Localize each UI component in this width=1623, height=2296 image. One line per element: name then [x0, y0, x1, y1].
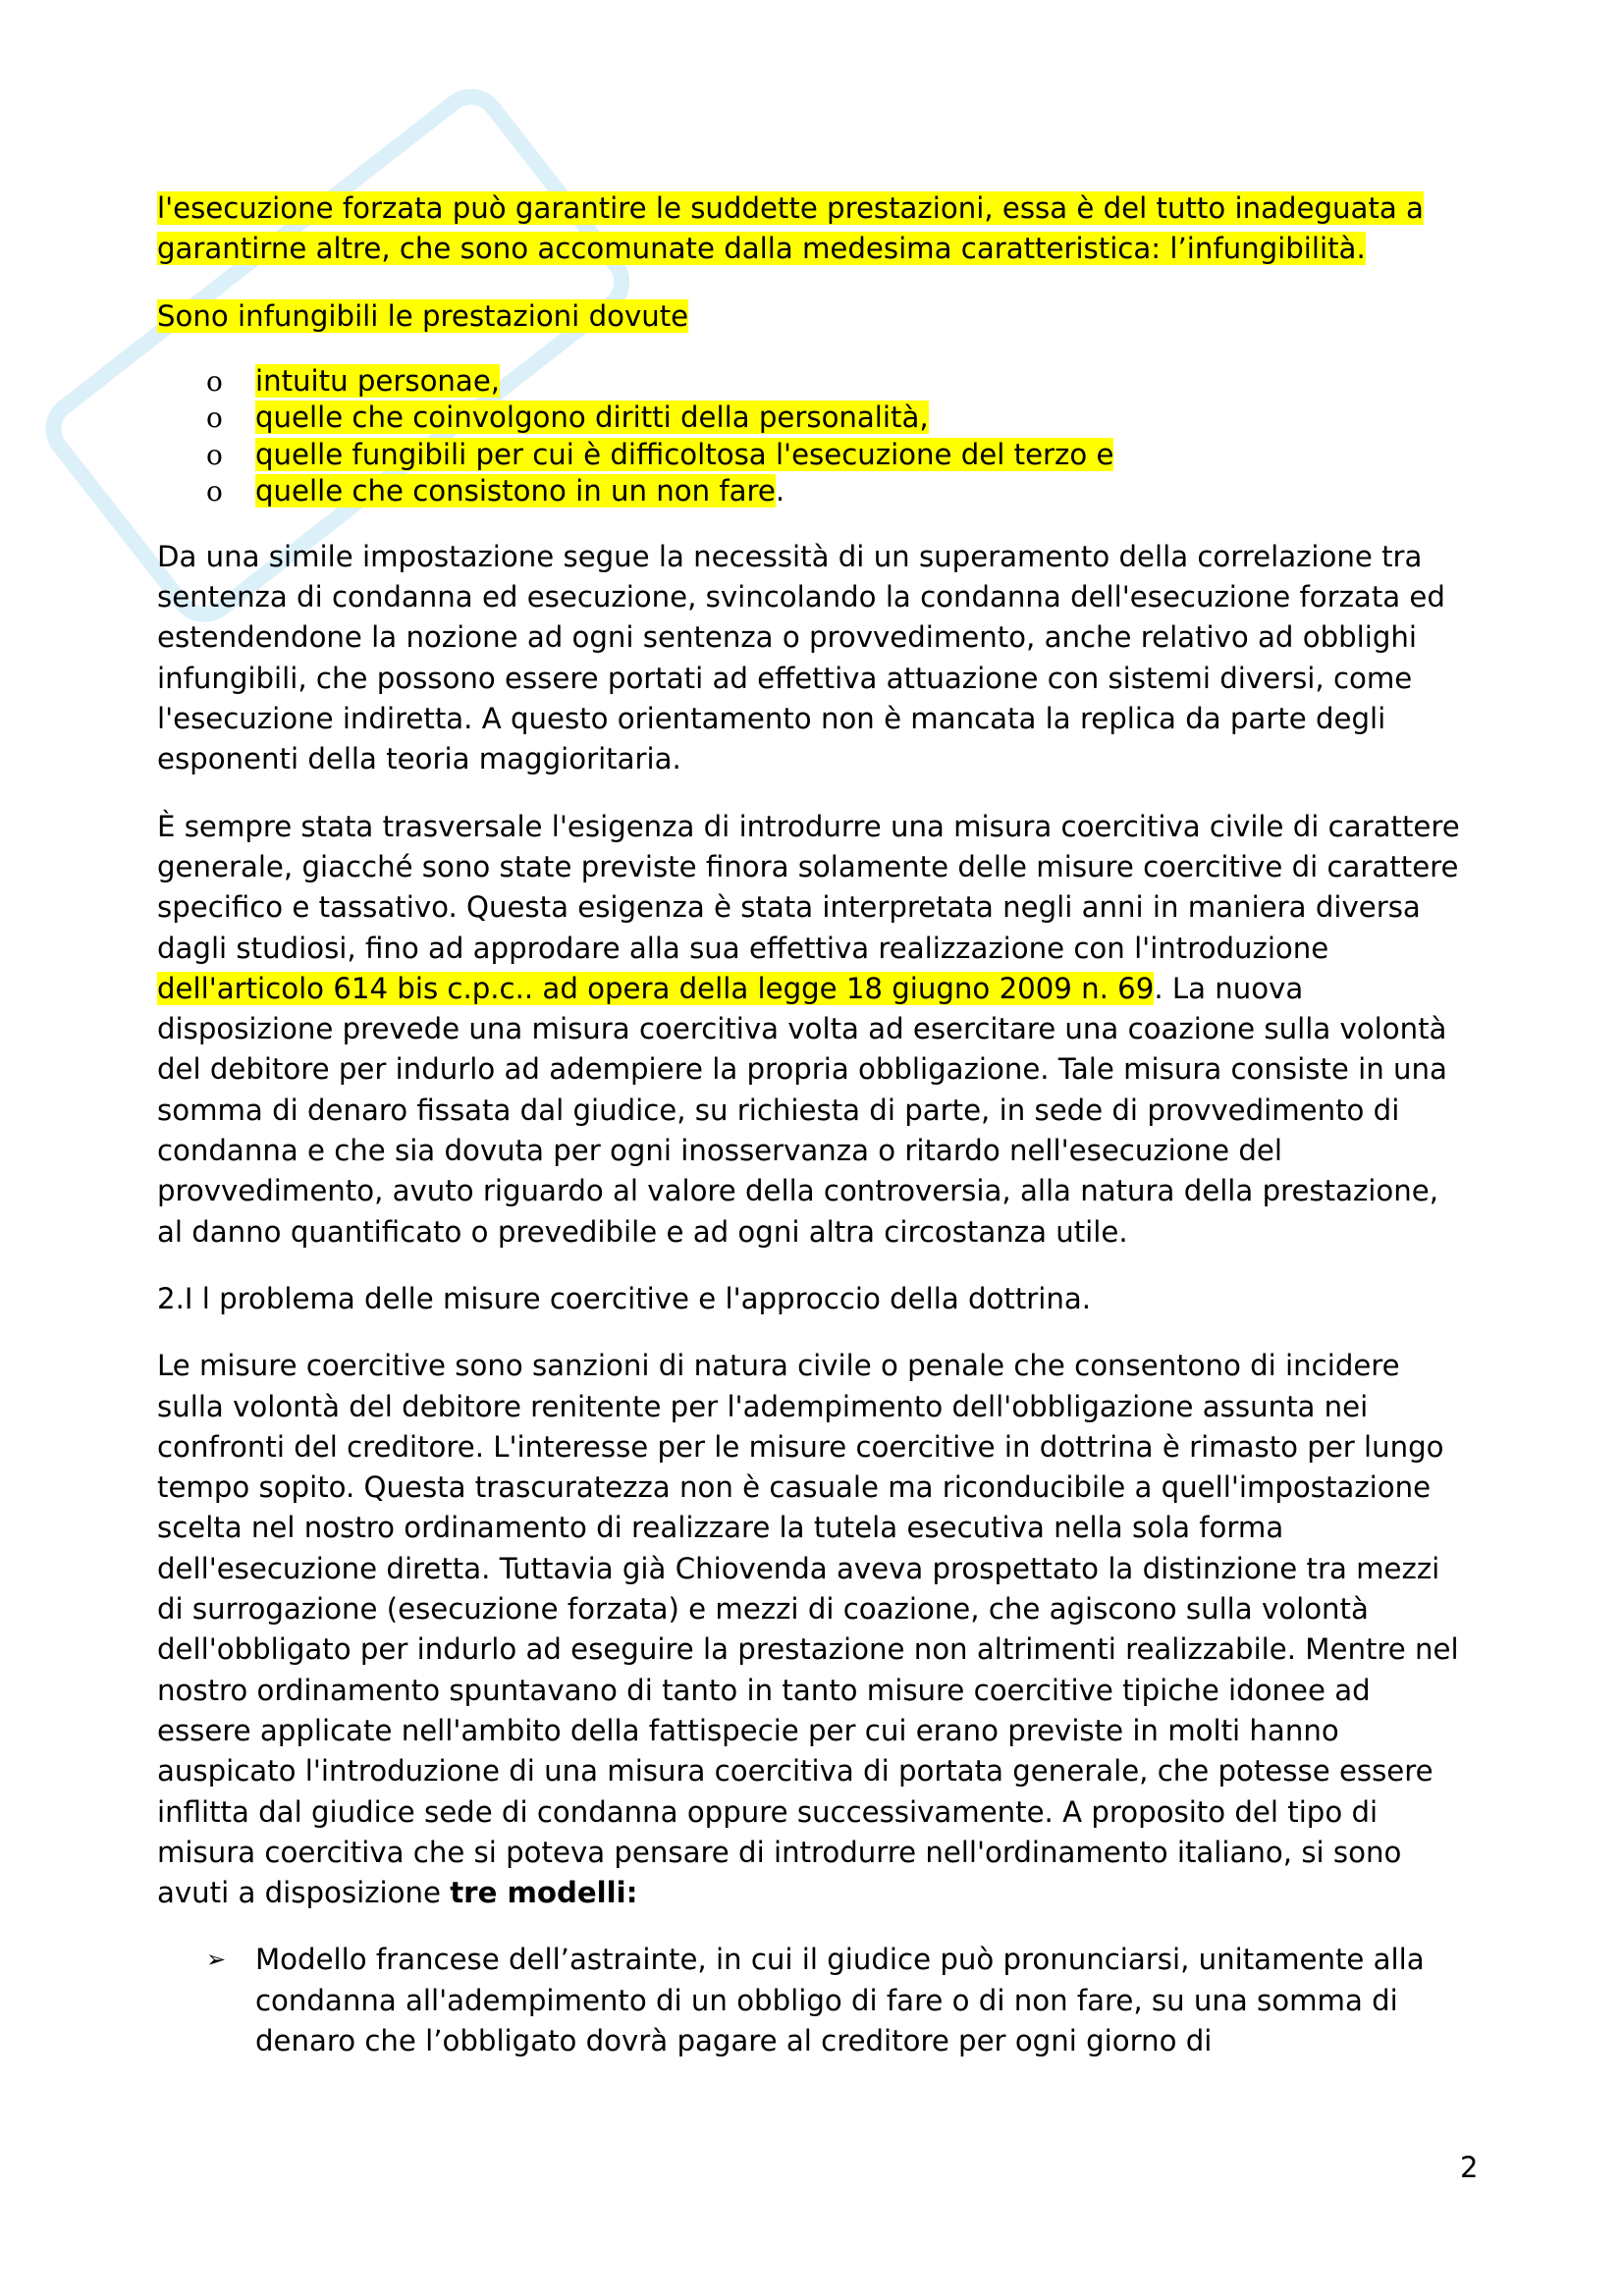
highlighted-text: intuitu personae,: [255, 363, 501, 398]
circle-bullet-icon: o: [206, 438, 223, 471]
highlighted-text: quelle che consistono in un non fare: [255, 474, 776, 508]
text-span: Modello francese dell’astrainte, in cui il giudice può pronunciarsi, unitamente alla condanna all'adempimento di un obbligo di fare o di non fare, su una somma di denaro che l’obbligato dovrà pagare al creditore per ogni giorno di: [255, 1943, 1425, 2057]
paragraph: [157, 188, 1473, 270]
highlighted-text: Sono infungibili le prestazioni dovute: [157, 298, 689, 333]
paragraph: [157, 807, 1473, 1253]
list-item: [157, 1940, 1473, 2061]
highlighted-text: dell'articolo 614 bis c.p.c.. ad opera della legge 18 giugno 2009 n. 69: [157, 971, 1155, 1005]
paragraph: [157, 296, 1473, 337]
paragraph: [157, 1279, 1473, 1319]
text-span: È sempre stata trasversale l'esigenza di introdurre una misura coercitiva civile di carattere generale, giacché sono state previste finora solamente delle misure coercitive di carattere specifico e tassativo. Questa esigenza è stata interpretata negli anni in maniera diversa dagli studiosi, fino ad approdare alla sua effettiva realizzazione con l'introduzione: [157, 809, 1460, 965]
arrow-bullet-icon: ➢: [206, 1946, 227, 1974]
highlighted-text: quelle fungibili per cui è difficoltosa l'esecuzione del terzo e: [255, 437, 1114, 471]
text-span: Da una simile impostazione segue la necessità di un superamento della correlazione tra sentenza di condanna ed esecuzione, svincolando la condanna dell'esecuzione forzata ed estendendone la nozione ad ogni sentenza o provvedimento, anche relativo ad obblighi infungibili, che possono essere portati ad effettiva attuazione con sistemi diversi, come l'esecuzione indiretta. A questo orientamento non è mancata la replica da parte degli esponenti della teoria maggioritaria.: [157, 539, 1445, 776]
list-item: [157, 473, 1473, 510]
highlighted-text: l'esecuzione forzata può garantire le suddette prestazioni, essa è del tutto inadeguata a garantirne altre, che sono accomunate dalla medesima caratteristica: l’infungibilità.: [157, 191, 1424, 266]
circle-bullet-icon: o: [206, 364, 223, 398]
bullet-list: [157, 363, 1473, 510]
bold-text: tre modelli:: [450, 1876, 638, 1910]
paragraph: [157, 537, 1473, 780]
circle-bullet-icon: o: [206, 401, 223, 435]
paragraph: [157, 1346, 1473, 1913]
text-span: 2.I l problema delle misure coercitive e l'approccio della dottrina.: [157, 1281, 1092, 1315]
text-span: Le misure coercitive sono sanzioni di natura civile o penale che consentono di incidere sulla volontà del debitore renitente per l'adempimento dell'obbligazione assunta nei confronti del creditore. L'interesse per le misure coercitive in dottrina è rimasto per lungo tempo sopito. Questa trascuratezza non è casuale ma riconducibile a quell'impostazione scelta nel nostro ordinamento di realizzare la tutela esecutiva nella sola forma dell'esecuzione diretta. Tuttavia già Chiovenda aveva prospettato la distinzione tra mezzi di surrogazione (esecuzione forzata) e mezzi di coazione, che agiscono sulla volontà dell'obbligato per indurlo ad eseguire la prestazione non altrimenti realizzabile. Mentre nel nostro ordinamento spuntavano di tanto in tanto misure coercitive tipiche idonee ad essere applicate nell'ambito della fattispecie per cui erano previste in molti hanno auspicato l'introduzione di una misura coercitiva di portata generale, che potesse essere inflitta dal giudice sede di condanna oppure successivamente. A proposito del tipo di misura coercitiva che si poteva pensare di introdurre nell'ordinamento italiano, si sono avuti a disposizione: [157, 1349, 1459, 1910]
text-span: .: [775, 474, 785, 508]
list-item: [157, 437, 1473, 474]
text-span: . La nuova disposizione prevede una misura coercitiva volta ad esercitare una coazione sulla volontà del debitore per indurlo ad adempiere la propria obbligazione. Tale misura consiste in una somma di denaro fissata dal giudice, su richiesta di parte, in sede di provvedimento di condanna e che sia dovuta per ogni inosservanza o ritardo nell'esecuzione del provvedimento, avuto riguardo al valore della controversia, alla natura della prestazione, al danno quantificato o prevedibile e ad ogni altra circostanza utile.: [157, 971, 1447, 1249]
circle-bullet-icon: o: [206, 475, 223, 508]
list-item: [157, 363, 1473, 400]
list-item: [157, 400, 1473, 437]
highlighted-text: quelle che coinvolgono diritti della personalità,: [255, 400, 929, 435]
arrow-list: [157, 1940, 1473, 2061]
page-number: 2: [1460, 2151, 1479, 2184]
document-body: [157, 188, 1473, 2061]
